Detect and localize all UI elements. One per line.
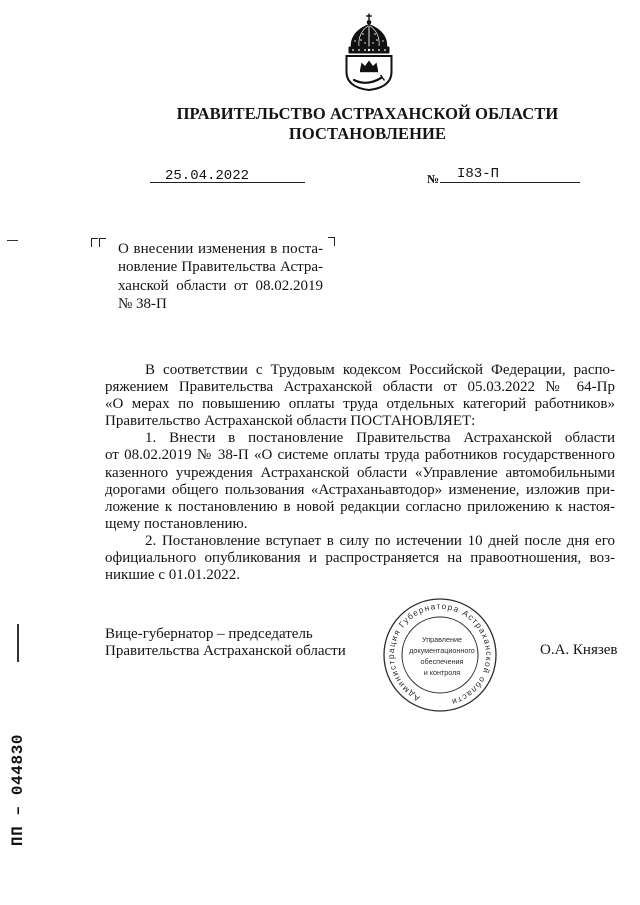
registry-code: ПП – 044830 bbox=[9, 733, 27, 847]
document-body bbox=[105, 362, 615, 584]
date-underline bbox=[150, 182, 305, 183]
body-line: никшие с 01.01.2022. bbox=[105, 567, 240, 584]
signatory-position-line: Вице-губернатор – председатель bbox=[105, 626, 313, 642]
number-sign: № bbox=[427, 172, 440, 186]
stamp-ring-label: Администрация Губернатора Астраханской области bbox=[385, 600, 495, 708]
margin-dash bbox=[7, 240, 18, 241]
subject-line: № 38-П bbox=[118, 295, 167, 312]
body-line: дорогами общего пользования «Астраханьавтодор» изменение, изложив при- bbox=[105, 481, 615, 498]
body-line: ряжением Правительства Астраханской области от 05.03.2022 № 64-Пр bbox=[105, 379, 615, 396]
body-line: «О мерах по повышению оплаты труда отдельных категорий работников» bbox=[105, 396, 615, 413]
body-line: щему постановлению. bbox=[105, 515, 248, 532]
subject-line: О внесении изменения в поста- bbox=[118, 241, 323, 257]
body-paragraph bbox=[105, 533, 615, 584]
stamp-center-line: документационного bbox=[409, 646, 475, 655]
emblem-shield bbox=[347, 56, 392, 90]
stamp-inner-circle bbox=[402, 617, 478, 693]
body-paragraph bbox=[105, 362, 615, 430]
stamp-center-line: и контроля bbox=[423, 668, 461, 677]
signatory-position bbox=[105, 626, 346, 660]
body-line: Правительство Астраханской области ПОСТАНОВЛЯЕТ: bbox=[105, 413, 476, 430]
subject-line: новление Правительства Астра- bbox=[118, 259, 323, 276]
subject-block bbox=[118, 240, 323, 313]
document-date: 25.04.2022 bbox=[165, 168, 250, 184]
body-line: В соответствии с Трудовым кодексом Российской Федерации, распо- bbox=[145, 362, 615, 378]
margin-bar bbox=[17, 624, 19, 662]
body-line: 1. Внести в постановление Правительства Астраханской области bbox=[145, 430, 615, 447]
document-type-title: ПОСТАНОВЛЕНИЕ bbox=[288, 124, 447, 143]
subject-line: ханской области от 08.02.2019 bbox=[118, 277, 323, 294]
body-line: ложение к постановлению в новой редакции согласно приложению к настоя- bbox=[105, 498, 615, 515]
body-line: от 08.02.2019 № 38-П «О системе оплаты труда работников государственного bbox=[105, 447, 615, 464]
corner-mark bbox=[328, 237, 335, 246]
body-line: казенного учреждения Астраханской области «Управление автомобильными bbox=[105, 464, 615, 481]
document-number: I83-П bbox=[457, 166, 500, 182]
official-stamp bbox=[378, 595, 502, 715]
stamp-center-line: Управление bbox=[422, 635, 462, 644]
stamp-center-line: обеспечения bbox=[420, 657, 464, 666]
astrakhan-coat-of-arms-icon bbox=[343, 13, 395, 91]
stamp-outer-circle bbox=[384, 599, 496, 711]
number-underline bbox=[440, 182, 580, 183]
signatory-name: О.А. Князев bbox=[540, 642, 618, 658]
body-paragraph bbox=[105, 430, 615, 533]
signatory-position-line: Правительства Астраханской области bbox=[105, 643, 346, 659]
corner-mark bbox=[99, 238, 106, 247]
authority-title: ПРАВИТЕЛЬСТВО АСТРАХАНСКОЙ ОБЛАСТИ bbox=[176, 104, 559, 123]
corner-mark bbox=[91, 238, 98, 247]
body-line: 2. Постановление вступает в силу по истечении 10 дней после дня его bbox=[145, 532, 615, 549]
body-line: официального опубликования и распространяется на правоотношения, воз- bbox=[105, 550, 615, 567]
emblem-crown bbox=[349, 14, 390, 54]
